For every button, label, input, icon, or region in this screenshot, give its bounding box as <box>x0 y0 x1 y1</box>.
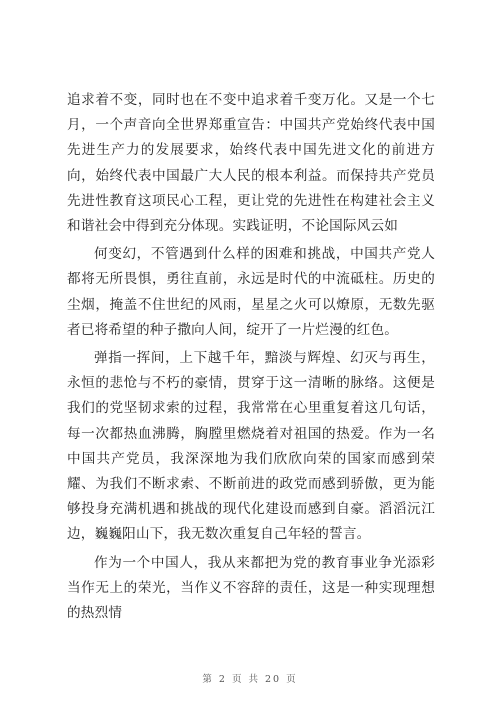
page-number-footer: 第 2 页 共 20 页 <box>202 674 298 685</box>
paragraph-1: 追求着不变，同时也在不变中追求着千变万化。又是一个七月，一个声音向全世界郑重宣告：中国共产党始终代表中国先进生产力的发展要求，始终代表中国先进文化的前进方向，始终代表中国最广大人民的根本利益。而保持共产党员先进性教育这项民心工程，更让党的先进性在构建社会主义和谐社会中得到充分体现。实践证明，不论国际风云如 <box>67 92 435 235</box>
paragraph-2: 何变幻，不管遇到什么样的困难和挑战，中国共产党人都将无所畏惧，勇往直前，永远是时代的中流砥柱。历史的尘烟，掩盖不住世纪的风雨，星星之火可以燎原，无数先驱者已将希望的种子撒向人间，绽开了一片烂漫的红色。 <box>67 246 435 338</box>
paragraph-3: 弹指一挥间，上下越千年，黯淡与辉煌、幻灭与再生，永恒的悲怆与不朽的豪情，贯穿于这一清晰的脉络。这便是我们的党坚韧求索的过程，我常常在心里重复着这几句话，每一次都热血沸腾，胸膛里燃烧着对祖国的热爱。作为一名中国共产党员，我深深地为我们欣欣向荣的国家而感到荣耀、为我们不断求索、不断前进的政党而感到骄傲，更为能够投身充满机遇和挑战的现代化建设而感到自豪。滔滔沅江边，巍巍阳山下，我无数次重复自己年轻的誓言。 <box>67 350 435 543</box>
document-body <box>67 88 435 626</box>
paragraph-4: 作为一个中国人，我从来都把为党的教育事业争光添彩当作无上的荣光，当作义不容辞的责任，这是一种实现理想的热烈情 <box>67 554 435 622</box>
